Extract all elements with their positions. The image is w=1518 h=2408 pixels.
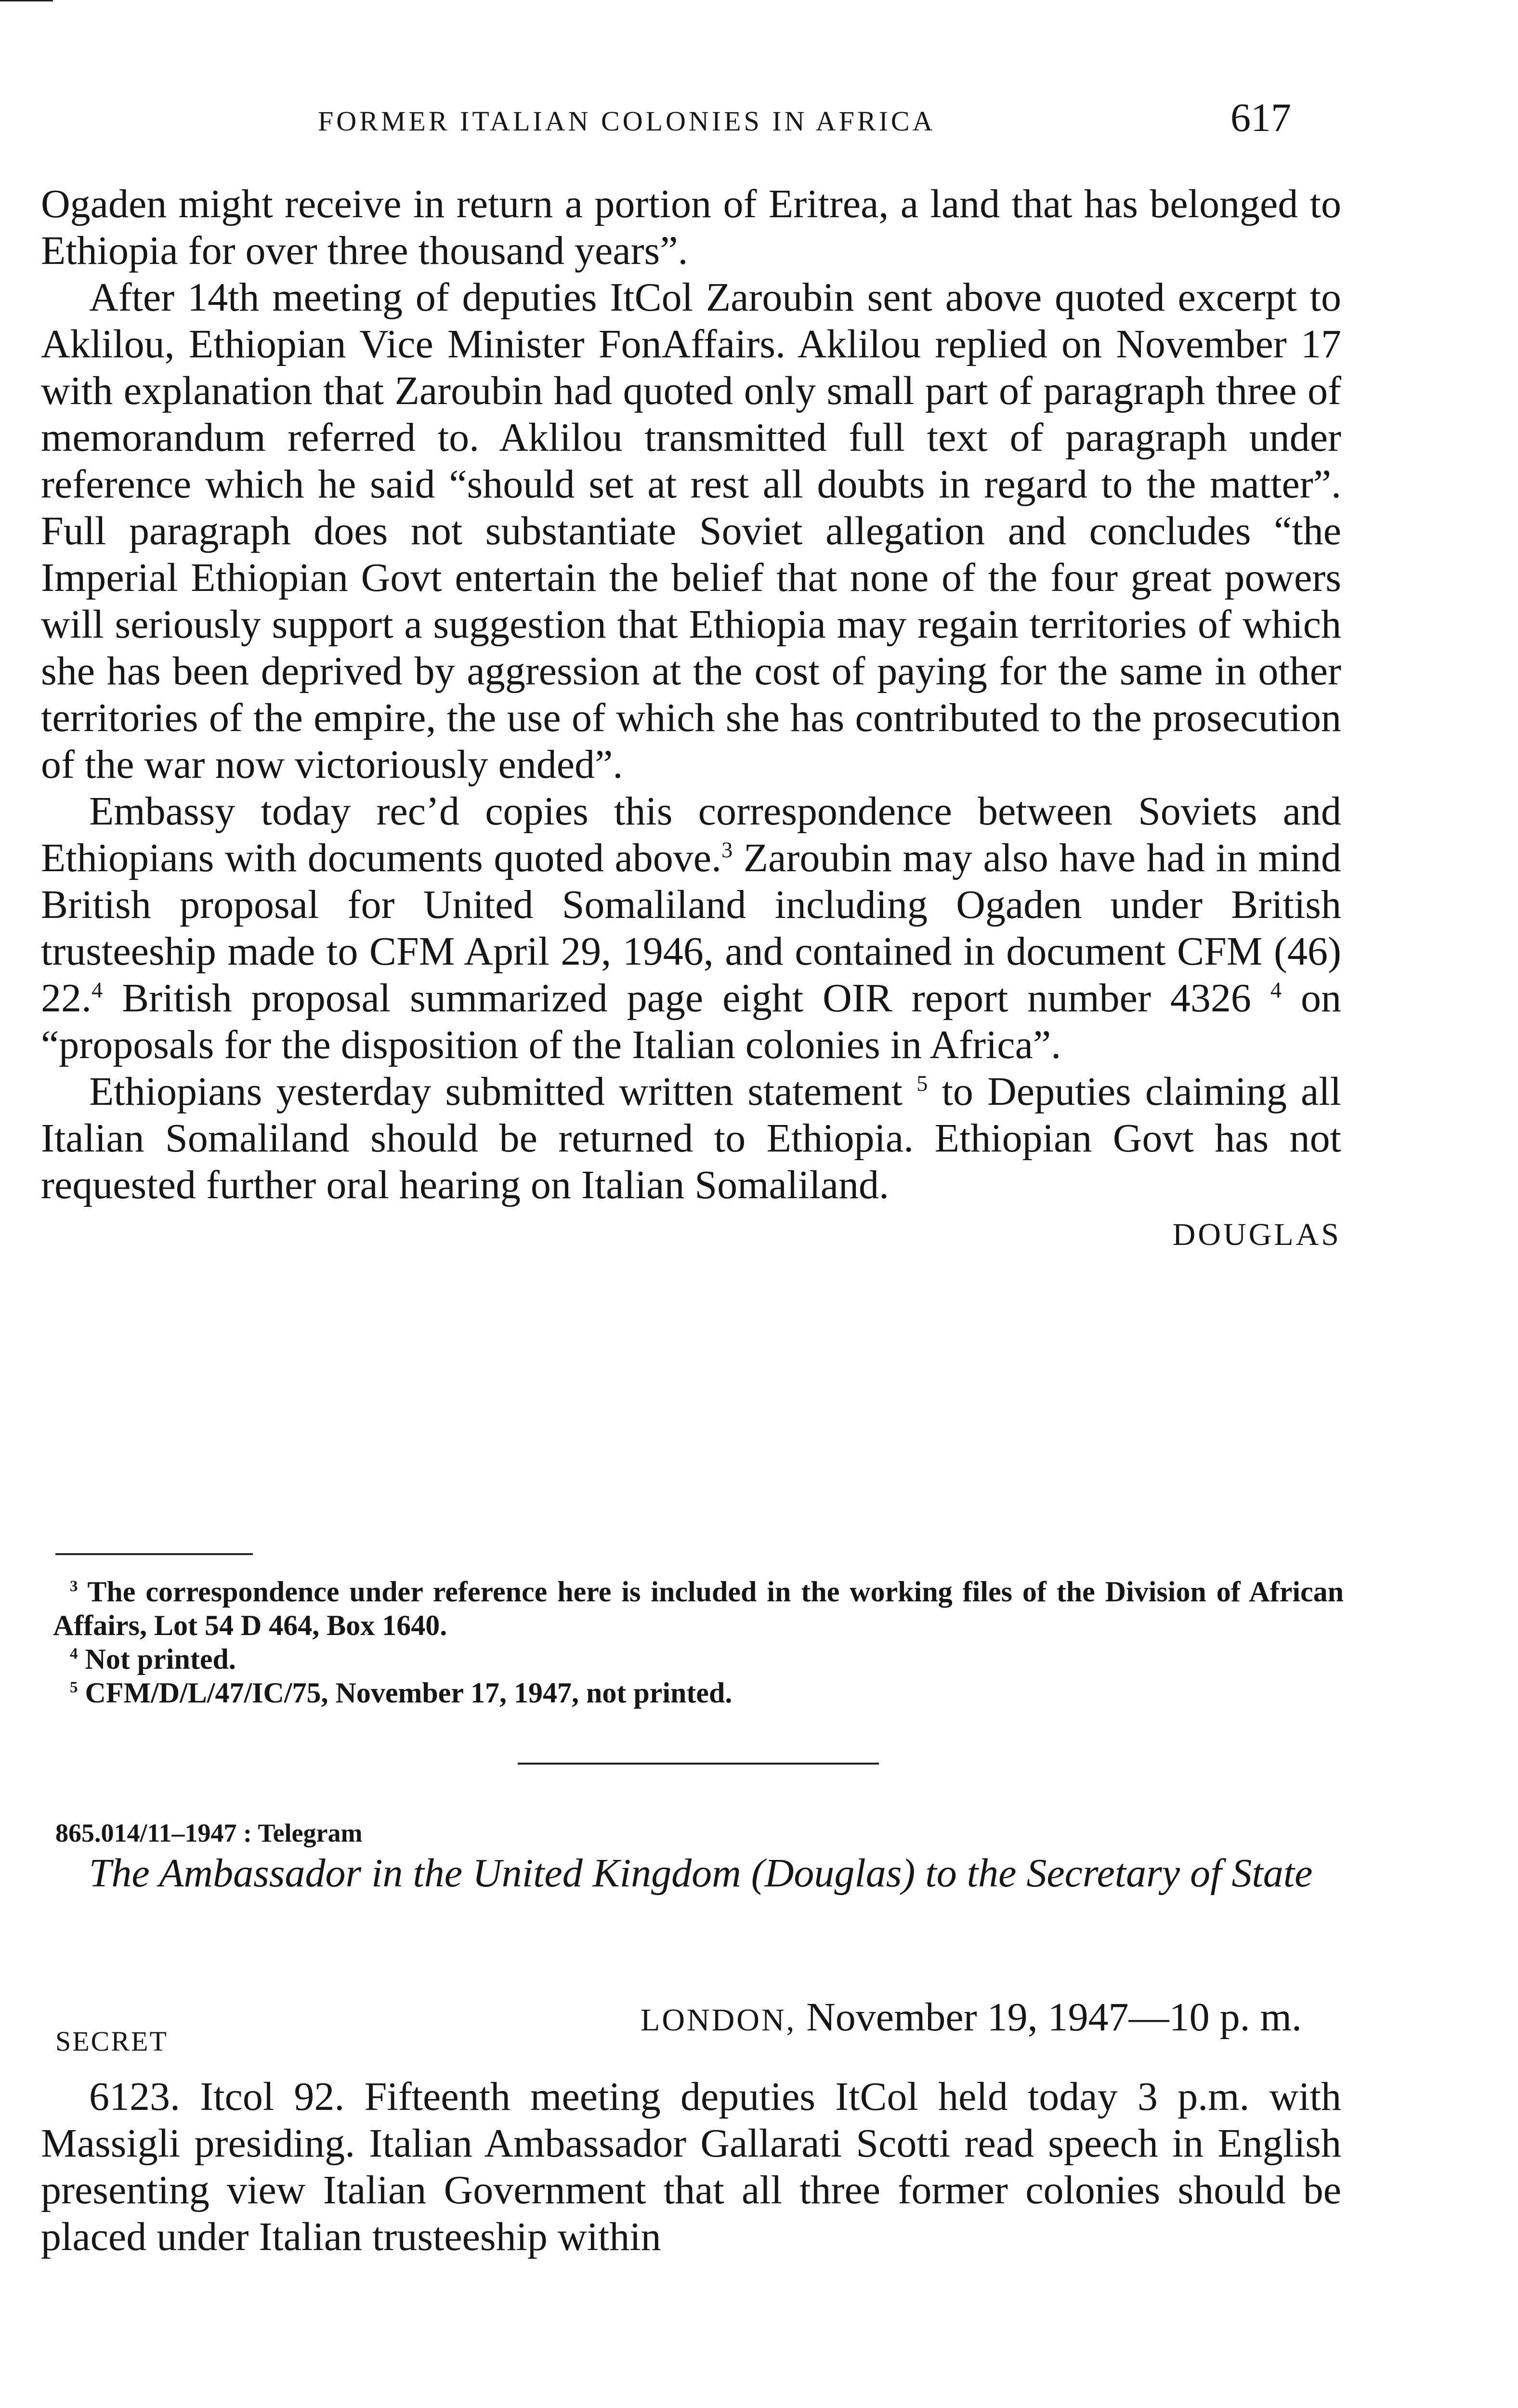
document-heading bbox=[55, 1849, 1346, 1898]
text-segment: on “proposals for the disposition of the Italian colonies in Africa”. bbox=[41, 976, 1342, 1067]
heading-name: Douglas bbox=[764, 1851, 902, 1896]
footnote-mark: 5 bbox=[70, 1679, 78, 1696]
heading-text: The Ambassador in the United Kingdom ( bbox=[89, 1851, 765, 1896]
running-header-title: FORMER ITALIAN COLONIES IN AFRICA bbox=[318, 105, 936, 137]
text-segment: to Deputies claiming all Italian Somaliland should be returned to Ethiopia. Ethiopian Govt has not requested further oral hearing on Italian Somaliland. bbox=[41, 1069, 1341, 1207]
footnote-text: Not printed. bbox=[78, 1643, 236, 1675]
telegram-text bbox=[41, 2073, 1341, 2260]
footnote-5 bbox=[53, 1676, 1344, 1710]
footnote-3 bbox=[53, 1575, 1344, 1642]
footnote-4 bbox=[53, 1642, 1344, 1676]
footnote-mark: 4 bbox=[70, 1645, 78, 1662]
text-segment: British proposal summarized page eight OIR report number 4326 bbox=[103, 976, 1270, 1021]
footnote-mark: 3 bbox=[70, 1578, 78, 1595]
footnote-ref-4[interactable]: 4 bbox=[92, 978, 103, 1002]
heading-text: ) to the Secretary of State bbox=[902, 1851, 1313, 1896]
text-segment: Embassy today rec’d copies this correspondence between Soviets and Ethiopians with documents quoted above. bbox=[41, 789, 1341, 880]
text-segment: Ethiopians yesterday submitted written statement bbox=[89, 1069, 917, 1114]
footnote-divider bbox=[55, 1553, 253, 1555]
dateline-place: LONDON, bbox=[641, 2002, 797, 2038]
signature-line bbox=[41, 1208, 1341, 1258]
footnote-text: The correspondence under reference here is included in the working files of the Division of African Affairs, Lot 54 D 464, Box 1640. bbox=[53, 1576, 1344, 1641]
dateline bbox=[641, 1994, 1302, 2041]
main-text bbox=[41, 181, 1341, 1258]
footnotes bbox=[53, 1575, 1344, 1710]
page-number: 617 bbox=[1230, 95, 1291, 140]
paragraph-ethiopian-statement bbox=[41, 1068, 1341, 1208]
top-edge-rule bbox=[0, 0, 53, 1]
paragraph-aklilou-reply: After 14th meeting of deputies ItCol Zaroubin sent above quoted excerpt to Aklilou, Ethiopian Vice Minister FonAffairs. Aklilou replied on November 17 with explanation that Zaroubin had quoted only small part of paragraph three of memorandum referred to. Aklilou transmitted full text of paragraph under reference which he said “should set at rest all doubts in regard to the matter”. Full paragraph does not substantiate Soviet allegation and concludes “the Imperial Ethiopian Govt entertain the belief that none of the four great powers will seriously support a suggestion that Ethiopia may regain territories of which she has been deprived by aggression at the cost of paying for the same in other territories of the empire, the use of which she has contributed to the prosecution of the war now victoriously ended”. bbox=[41, 275, 1341, 787]
footnote-ref-4[interactable]: 4 bbox=[1270, 978, 1282, 1002]
text-segment: Zaroubin may also have had in mind British proposal for United Somaliland including Ogaden under British trusteeship made to CFM April 29, 1946, and contained in document CFM (46) 22. bbox=[41, 836, 1341, 1021]
dateline-date: November 19, 1947—10 p. m. bbox=[796, 1995, 1302, 2040]
footnote-ref-5[interactable]: 5 bbox=[916, 1071, 928, 1096]
classification-label: SECRET bbox=[55, 2026, 168, 2057]
telegram-opening-paragraph: 6123. Itcol 92. Fifteenth meeting deputies ItCol held today 3 p.m. with Massigli presiding. Italian Ambassador Gallarati Scotti read speech in English presenting view Italian Government that all three former colonies should be placed under Italian trusteeship within bbox=[41, 2074, 1341, 2259]
footnote-ref-3[interactable]: 3 bbox=[721, 838, 733, 862]
document-file-reference: 865.014/11–1947 : Telegram bbox=[55, 1819, 363, 1847]
footnote-text: CFM/D/L/47/IC/75, November 17, 1947, not printed. bbox=[78, 1677, 733, 1709]
section-divider bbox=[518, 1763, 879, 1765]
signature: DOUGLAS bbox=[1172, 1217, 1341, 1252]
paragraph-continuation: Ogaden might receive in return a portion of Eritrea, a land that has belonged to Ethiopia for over three thousand years”. bbox=[41, 182, 1341, 273]
paragraph-embassy-copies bbox=[41, 788, 1341, 1068]
